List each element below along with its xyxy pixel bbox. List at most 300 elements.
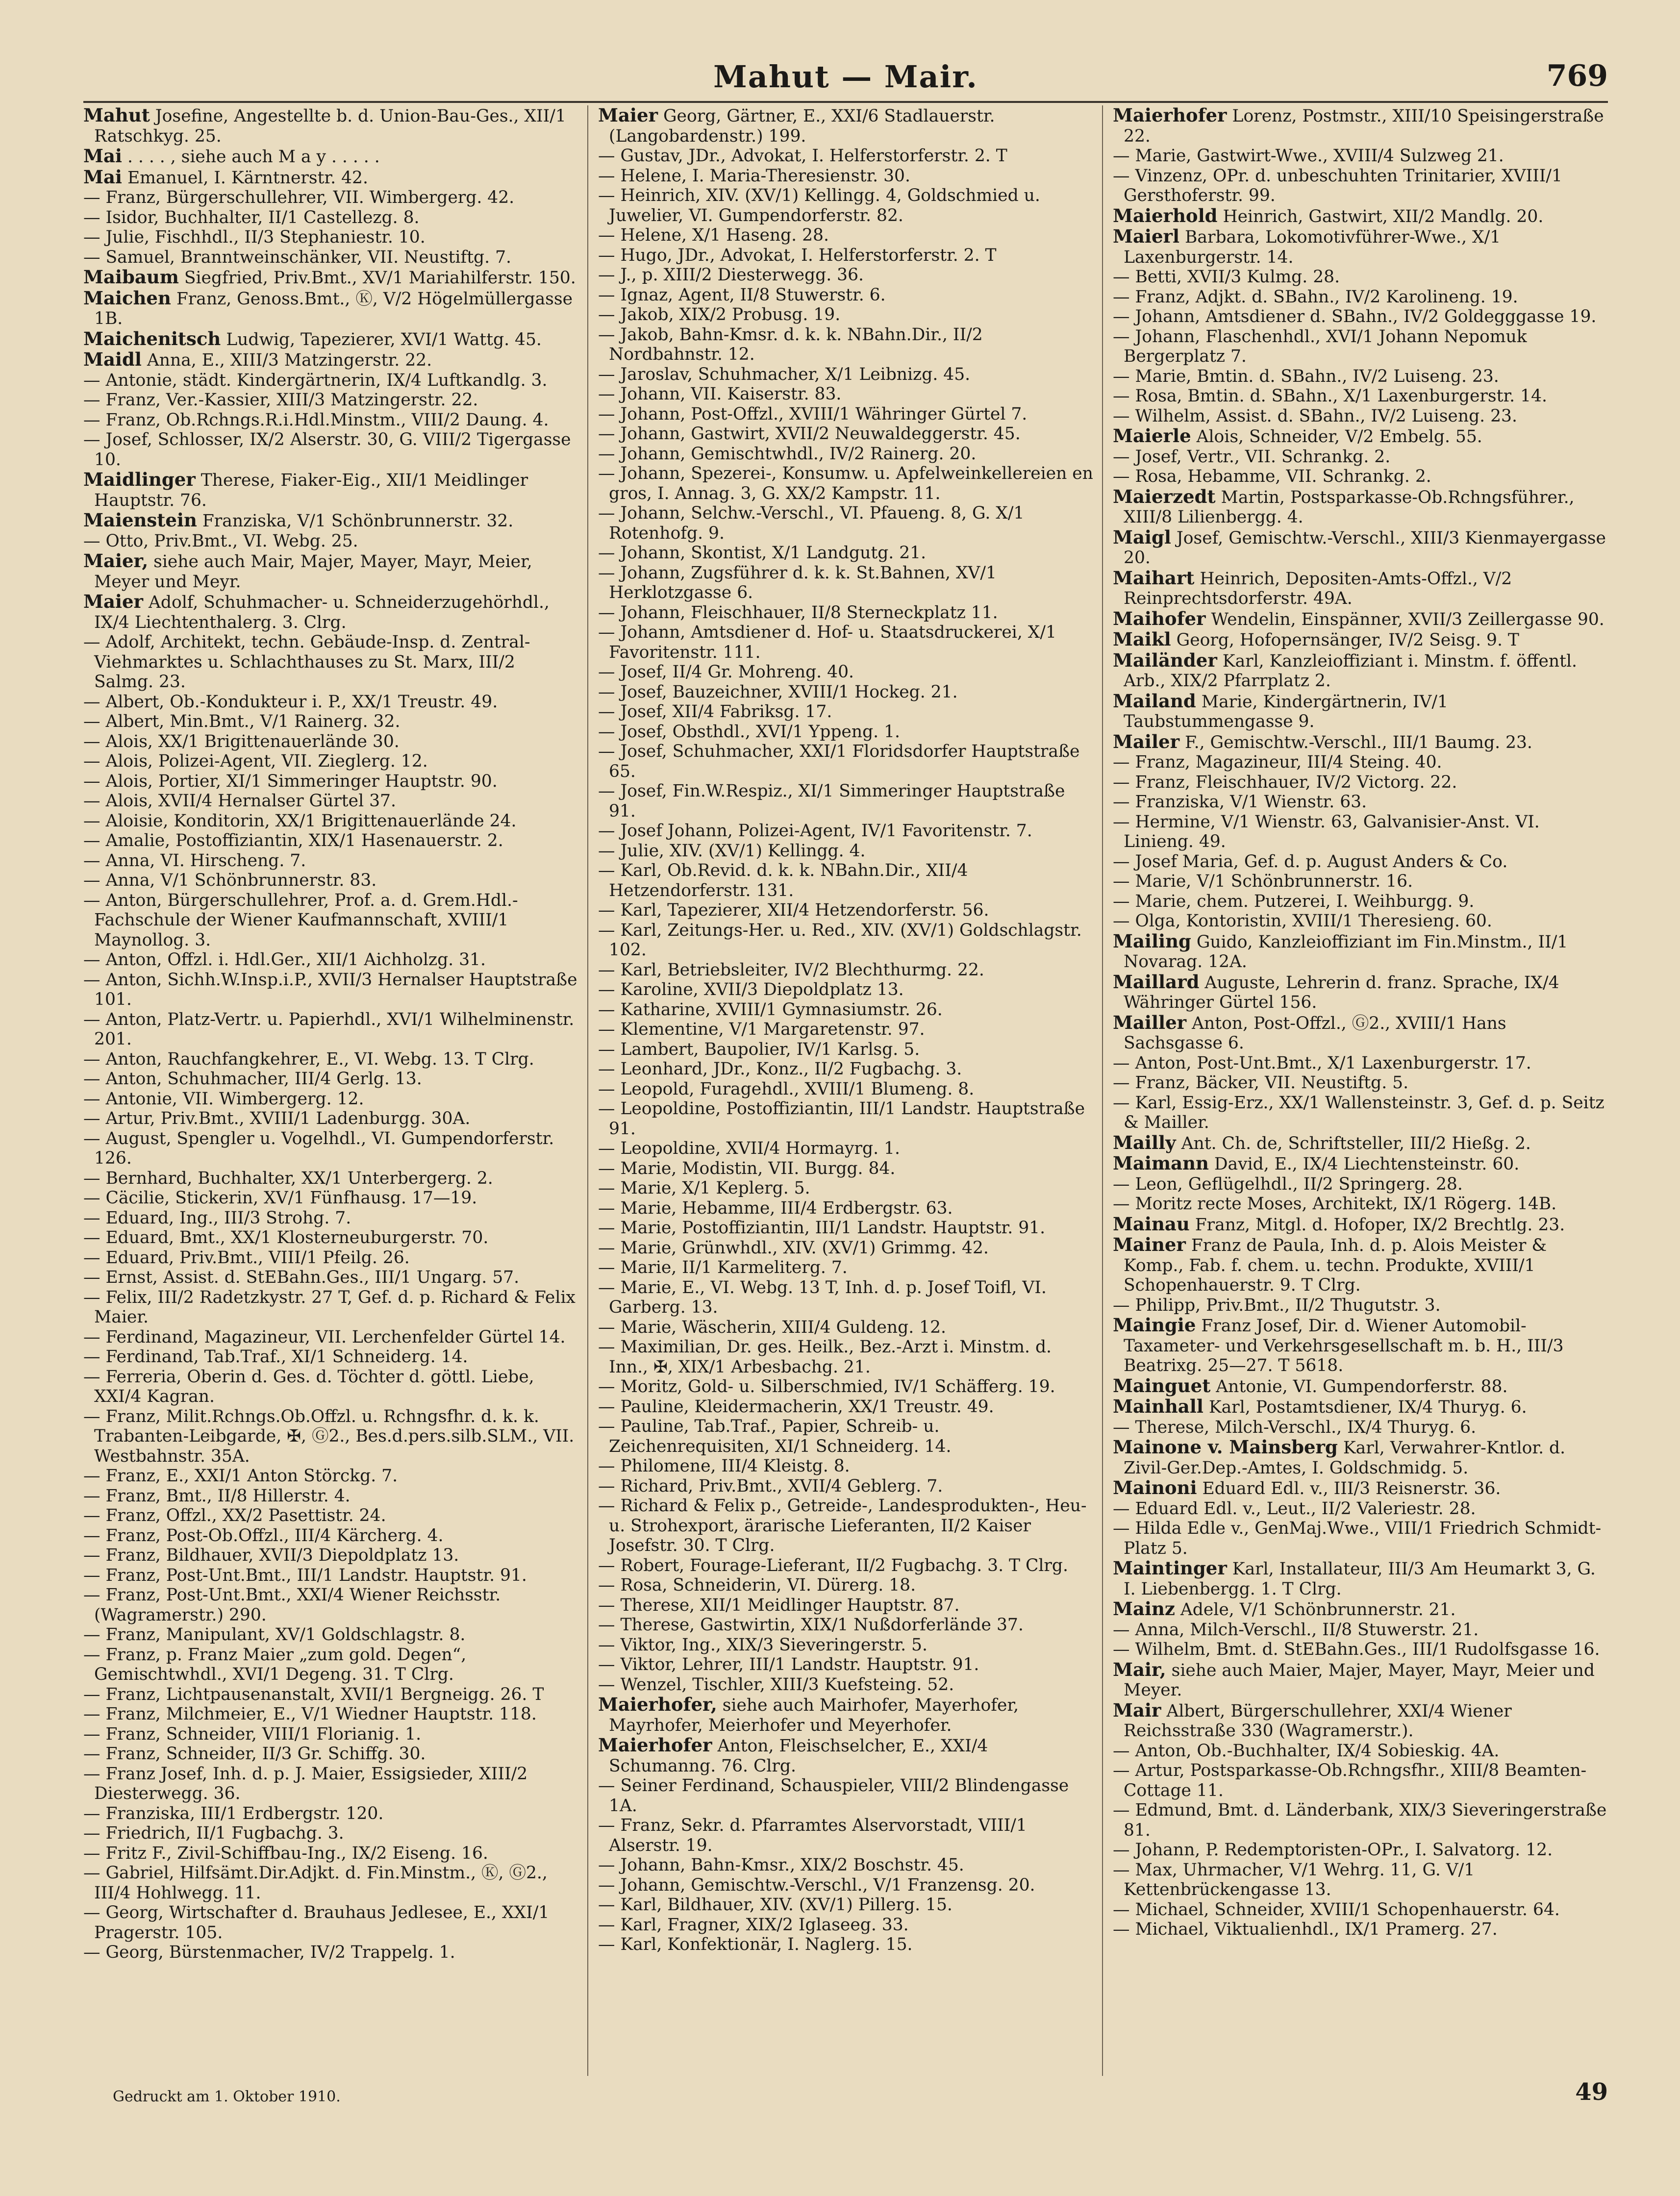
directory-entry [598, 1079, 1093, 1099]
entry-headword: Maimann [1113, 1152, 1209, 1174]
entry-text: — Franz, Schneider, VIII/1 Florianig. 1. [83, 1724, 422, 1744]
directory-entry [598, 225, 1093, 246]
entry-text: — Franz, Bmt., II/8 Hillerstr. 4. [83, 1486, 351, 1506]
directory-entry [83, 1327, 578, 1348]
entry-text: Lorenz, Postmstr., XIII/10 Speisingerstraße 22. [1124, 106, 1604, 146]
directory-entry [1113, 1920, 1608, 1940]
entry-text: — Richard & Felix p., Getreide-, Landesprodukten-, Heu- u. Strohexport, ärarische Lieferanten, II/2 Kaiser Josefstr. 30. T Clrg. [598, 1496, 1087, 1555]
entry-text: — Franz, Manipulant, XV/1 Goldschlagstr. 8. [83, 1625, 466, 1645]
entry-text: — Ernst, Assist. d. StEBahn.Ges., III/1 Ungarg. 57. [83, 1268, 520, 1287]
directory-entry [598, 921, 1093, 960]
directory-entry [598, 1556, 1093, 1576]
entry-text: — Artur, Postsparkasse-Ob.Rchngsfhr., XIII/8 Beamten-Cottage 11. [1113, 1761, 1587, 1800]
directory-entry [83, 950, 578, 970]
entry-text: — Albert, Ob.-Kondukteur i. P., XX/1 Treustr. 49. [83, 692, 498, 712]
entry-text: — Marie, X/1 Keplerg. 5. [598, 1178, 810, 1198]
entry-text: — Anton, Sichh.W.Insp.i.P., XVII/3 Hernalser Hauptstraße 101. [83, 970, 577, 1009]
directory-entry [83, 329, 578, 350]
directory-entry [83, 632, 578, 692]
entry-headword: Maidlinger [83, 469, 196, 490]
entry-headword: Maigl [1113, 526, 1171, 548]
entry-columns [83, 105, 1608, 2076]
entry-text: — Robert, Fourage-Lieferant, II/2 Fugbachg. 3. T Clrg. [598, 1555, 1068, 1575]
entry-headword: Maierhofer [1113, 105, 1227, 126]
entry-text: — Franz Josef, Inh. d. p. J. Maier, Essigsieder, XIII/2 Diesterwegg. 36. [83, 1764, 528, 1803]
entry-text: — Johann, Zugsführer d. k. k. St.Bahnen, XV/1 Herklotzgasse 6. [598, 563, 997, 602]
directory-entry [1113, 568, 1608, 609]
entry-text: — Georg, Bürstenmacher, IV/2 Trappelg. 1. [83, 1943, 455, 1962]
directory-entry [83, 410, 578, 430]
entry-text: — Heinrich, XIV. (XV/1) Kellingg. 4, Goldschmied u. Juwelier, VI. Gumpendorferstr. 82. [598, 186, 1040, 225]
entry-text: — Josef Johann, Polizei-Agent, IV/1 Favoritenstr. 7. [598, 821, 1032, 841]
entry-text: Auguste, Lehrerin d. franz. Sprache, IX/4 Währinger Gürtel 156. [1124, 973, 1559, 1012]
directory-entry [83, 1844, 578, 1864]
entry-headword: Maihofer [1113, 607, 1206, 629]
directory-entry [1113, 629, 1608, 650]
directory-entry [83, 167, 578, 188]
directory-entry [83, 208, 578, 228]
entry-text: — Karl, Betriebsleiter, IV/2 Blechthurmg. 22. [598, 960, 984, 980]
directory-entry [1113, 406, 1608, 426]
directory-entry [83, 105, 578, 146]
print-date: Gedruckt am 1. Oktober 1910. [113, 2088, 341, 2105]
directory-entry [598, 781, 1093, 821]
entry-text: — Franz, Sekr. d. Pfarramtes Alservorstadt, VIII/1 Alserstr. 19. [598, 1816, 1027, 1855]
directory-entry [598, 1675, 1093, 1695]
directory-entry [598, 1059, 1093, 1079]
entry-text: — Anna, Milch-Verschl., II/8 Stuwerstr. 21. [1113, 1620, 1479, 1640]
entry-text: — Antonie, VII. Wimbergerg. 12. [83, 1089, 364, 1109]
directory-entry [598, 1635, 1093, 1655]
directory-entry [1113, 1418, 1608, 1438]
directory-entry [1113, 1900, 1608, 1920]
entry-headword: Maierl [1113, 225, 1180, 247]
directory-entry [598, 1496, 1093, 1556]
directory-entry [83, 1069, 578, 1089]
directory-entry [1113, 226, 1608, 267]
entry-text: — Johann, P. Redemptoristen-OPr., I. Salvatorg. 12. [1113, 1840, 1553, 1860]
entry-text: — Johann, Skontist, X/1 Landgutg. 21. [598, 543, 927, 563]
entry-text: — Aloisie, Konditorin, XX/1 Brigittenauerlände 24. [83, 811, 517, 831]
directory-entry [83, 970, 578, 1010]
directory-entry [598, 1776, 1093, 1816]
entry-text: — Helene, I. Maria-Theresienstr. 30. [598, 166, 910, 186]
entry-text: — Moritz recte Moses, Architekt, IX/1 Rögerg. 14B. [1113, 1194, 1557, 1214]
entry-text: — Antonie, städt. Kindergärtnerin, IX/4 Luftkandlg. 3. [83, 370, 548, 390]
directory-entry [83, 349, 578, 371]
entry-text: — Karl, Tapezierer, XII/4 Hetzendorferstr. 56. [598, 900, 989, 920]
entry-text: — Julie, Fischhdl., II/3 Stephaniestr. 10. [83, 227, 426, 247]
entry-headword: Maier [598, 105, 658, 126]
entry-text: — Therese, Milch-Verschl., IX/4 Thuryg. 6. [1113, 1417, 1477, 1437]
entry-text: — Franziska, III/1 Erdbergstr. 120. [83, 1803, 384, 1823]
entry-text: — Franz, E., XXI/1 Anton Störckg. 7. [83, 1466, 398, 1486]
directory-entry [598, 1695, 1093, 1735]
directory-entry [1113, 1800, 1608, 1840]
entry-text: — Franz, Bürgerschullehrer, VII. Wimbergerg. 42. [83, 188, 515, 207]
entry-text: Siegfried, Priv.Bmt., XV/1 Mariahilferstr. 150. [178, 268, 576, 288]
directory-entry [1113, 105, 1608, 146]
directory-entry [83, 712, 578, 732]
entry-text: — Katharine, XVIII/1 Gymnasiumstr. 26. [598, 999, 943, 1020]
directory-entry [83, 1704, 578, 1724]
directory-entry [598, 1099, 1093, 1139]
entry-text: — Marie, Grünwhdl., XIV. (XV/1) Grimmg. 42. [598, 1238, 989, 1258]
entry-text: — Josef, Vertr., VII. Schrankg. 2. [1113, 447, 1391, 467]
directory-entry [1113, 792, 1608, 812]
directory-entry [598, 1735, 1093, 1776]
directory-entry [83, 732, 578, 752]
directory-entry [598, 1655, 1093, 1675]
entry-text: — Anton, Platz-Vertr. u. Papierhdl., XVI/1 Wilhelminenstr. 201. [83, 1009, 575, 1049]
entry-text: — Johann, Selchw.-Verschl., VI. Pfaueng. 8, G. X/1 Rotenhofg. 9. [598, 503, 1025, 543]
entry-text: — Johann, Gemischtwhdl., IV/2 Rainerg. 20. [598, 444, 977, 464]
entry-text: — Leon, Geflügelhdl., II/2 Springerg. 28. [1113, 1174, 1463, 1194]
directory-entry [598, 186, 1093, 225]
entry-text: — Marie, Modistin, VII. Burgg. 84. [598, 1158, 896, 1178]
entry-text: Karl, Verwahrer-Kntlor. d. Zivil-Ger.Dep.-Amtes, I. Goldschmidg. 5. [1124, 1438, 1566, 1478]
entry-headword: Maierzedt [1113, 485, 1216, 507]
entry-text: — Franz, Adjkt. d. SBahn., IV/2 Karolineng. 19. [1113, 287, 1518, 307]
directory-entry [1113, 1235, 1608, 1296]
entry-text: — Wilhelm, Assist. d. SBahn., IV/2 Luiseng. 23. [1113, 406, 1517, 426]
directory-entry [83, 1208, 578, 1228]
entry-text: siehe auch Maier, Majer, Mayer, Mayr, Meier und Meyer. [1124, 1660, 1595, 1700]
directory-entry [598, 1377, 1093, 1397]
entry-text: — Johann, Gemischtw.-Verschl., V/1 Franzensg. 20. [598, 1875, 1035, 1895]
directory-entry [598, 1020, 1093, 1040]
entry-text: — Jaroslav, Schuhmacher, X/1 Leibnizg. 45. [598, 364, 971, 384]
directory-entry [83, 1625, 578, 1645]
entry-text: — Josef Maria, Gef. d. p. August Anders & Co. [1113, 851, 1508, 872]
directory-entry [83, 1228, 578, 1248]
entry-text: — Alois, XX/1 Brigittenauerlände 30. [83, 731, 400, 751]
entry-text: — Philipp, Priv.Bmt., II/2 Thugutstr. 3. [1113, 1295, 1441, 1315]
directory-entry [83, 1744, 578, 1764]
directory-entry [1113, 972, 1608, 1013]
entry-headword: Maillard [1113, 971, 1200, 993]
entry-headword: Mailand [1113, 690, 1196, 712]
directory-entry [598, 105, 1093, 146]
directory-entry [598, 1218, 1093, 1238]
directory-entry [1113, 752, 1608, 773]
directory-entry [83, 430, 578, 470]
entry-text: — Franz, Ver.-Kassier, XIII/3 Matzingerstr. 22. [83, 390, 478, 410]
directory-entry [83, 1367, 578, 1407]
entry-text: — Franz, p. Franz Maier „zum gold. Degen“, Gemischtwhdl., XVI/1 Degeng. 31. T Clrg. [83, 1645, 467, 1684]
column-2 [598, 105, 1093, 2076]
entry-text: Karl, Postamtsdiener, IX/4 Thuryg. 6. [1203, 1397, 1527, 1417]
entry-text: — Hilda Edle v., GenMaj.Wwe., VIII/1 Friedrich Schmidt-Platz 5. [1113, 1519, 1602, 1558]
entry-text: Barbara, Lokomotivführer-Wwe., X/1 Laxenburgerstr. 14. [1124, 227, 1501, 267]
page-title: Mahut — Mair. [713, 59, 978, 95]
directory-entry [598, 1397, 1093, 1417]
directory-entry [83, 267, 578, 288]
entry-headword: Mainau [1113, 1213, 1190, 1235]
directory-entry [598, 900, 1093, 921]
directory-entry [83, 1526, 578, 1546]
entry-text: — Max, Uhrmacher, V/1 Wehrg. 11, G. V/1 Kettenbrückengasse 13. [1113, 1860, 1475, 1899]
entry-text: Therese, Fiaker-Eig., XII/1 Meidlinger Hauptstr. 76. [94, 471, 528, 510]
directory-entry [83, 751, 578, 772]
entry-text: Heinrich, Depositen-Amts-Offzl., V/2 Reinprechtsdorferstr. 49A. [1124, 569, 1512, 608]
entry-text: — Moritz, Gold- u. Silberschmied, IV/1 Schäfferg. 19. [598, 1377, 1055, 1397]
entry-text: Wendelin, Einspänner, XVII/3 Zeillergasse 90. [1205, 609, 1605, 629]
directory-entry [598, 1198, 1093, 1219]
directory-entry [83, 1089, 578, 1109]
entry-text: — Maximilian, Dr. ges. Heilk., Bez.-Arzt i. Minstm. d. Inn., ✠, XIX/1 Arbesbachg. 21. [598, 1337, 1052, 1377]
entry-headword: Mainer [1113, 1234, 1186, 1255]
entry-text: Karl, Installateur, III/3 Am Heumarkt 3, G. I. Liebenbergg. 1. T Clrg. [1124, 1559, 1596, 1599]
directory-entry [598, 1615, 1093, 1635]
entry-text: — Johann, Bahn-Kmsr., XIX/2 Boschstr. 45. [598, 1855, 964, 1875]
entry-headword: Maier [83, 591, 144, 612]
entry-text: — Eduard, Priv.Bmt., VIII/1 Pfeilg. 26. [83, 1248, 410, 1268]
entry-headword: Mainz [1113, 1598, 1175, 1620]
entry-text: — Marie, E., VI. Webg. 13 T, Inh. d. p. Josef Toifl, VI. Garberg. 13. [598, 1277, 1047, 1317]
entry-text: — Eduard, Ing., III/3 Strohg. 7. [83, 1208, 351, 1228]
entry-headword: Mainguet [1113, 1374, 1211, 1397]
entry-text: — Marie, Postoffiziantin, III/1 Landstr. Hauptstr. 91. [598, 1218, 1046, 1238]
entry-headword: Mailing [1113, 930, 1191, 952]
entry-text: — Anton, Post-Unt.Bmt., X/1 Laxenburgerstr. 17. [1113, 1053, 1531, 1073]
entry-text: Antonie, VI. Gumpendorferstr. 88. [1210, 1376, 1508, 1397]
directory-entry [1113, 1073, 1608, 1093]
page-footer [83, 2078, 1608, 2127]
directory-entry [83, 1049, 578, 1070]
directory-entry [598, 1575, 1093, 1596]
entry-text: — Hugo, JDr., Advokat, I. Helferstorferstr. 2. T [598, 245, 997, 265]
entry-text: Guido, Kanzleioffiziant im Fin.Minstm., II/1 Novarag. 12A. [1124, 932, 1568, 972]
directory-entry [598, 1915, 1093, 1935]
entry-text: — Anton, Schuhmacher, III/4 Gerlg. 13. [83, 1069, 422, 1089]
directory-entry [598, 861, 1093, 900]
entry-headword: Maichenitsch [83, 327, 221, 349]
column-divider [587, 105, 588, 2076]
entry-text: — Alois, Portier, XI/1 Simmeringer Hauptstr. 90. [83, 771, 498, 791]
directory-entry [83, 248, 578, 268]
directory-entry [1113, 267, 1608, 287]
entry-text: — Marie, V/1 Schönbrunnerstr. 16. [1113, 872, 1413, 891]
entry-text: — Eduard, Bmt., XX/1 Klosterneuburgerstr. 70. [83, 1228, 489, 1248]
directory-entry [1113, 206, 1608, 227]
entry-text: — Philomene, III/4 Kleistg. 8. [598, 1456, 850, 1476]
entry-text: — Anton, Offzl. i. Hdl.Ger., XII/1 Aichholzg. 31. [83, 950, 486, 970]
directory-entry [1113, 1376, 1608, 1397]
entry-headword: Mailänder [1113, 649, 1217, 671]
entry-text: — Leopoldine, Postoffiziantin, III/1 Landstr. Hauptstraße 91. [598, 1099, 1085, 1139]
directory-entry [1113, 1558, 1608, 1599]
directory-entry [83, 1546, 578, 1566]
directory-entry [83, 510, 578, 531]
entry-text: — Julie, XIV. (XV/1) Kellingg. 4. [598, 841, 866, 861]
entry-text: — Leopoldine, XVII/4 Hormayrg. 1. [598, 1139, 900, 1158]
entry-text: — Therese, XII/1 Meidlinger Hauptstr. 87. [598, 1595, 960, 1615]
entry-text: — Wenzel, Tischler, XIII/3 Kuefsteing. 52. [598, 1674, 954, 1695]
entry-text: — Eduard Edl. v., Leut., II/2 Valeriestr. 28. [1113, 1498, 1476, 1519]
entry-text: — Ferreria, Oberin d. Ges. d. Töchter d. göttl. Liebe, XXI/4 Kagran. [83, 1367, 534, 1406]
entry-text: — Marie, Bmtin. d. SBahn., IV/2 Luiseng. 23. [1113, 366, 1499, 386]
directory-entry [598, 623, 1093, 662]
entry-text: — Franz, Ob.Rchngs.R.i.Hdl.Minstm., VIII/2 Daung. 4. [83, 410, 549, 430]
entry-text: — Ferdinand, Magazineur, VII. Lerchenfelder Gürtel 14. [83, 1327, 566, 1347]
entry-text: — Felix, III/2 Radetzkystr. 27 T, Gef. d. p. Richard & Felix Maier. [83, 1287, 576, 1327]
entry-text: — Johann, Amtsdiener d. Hof- u. Staatsdruckerei, X/1 Favoritenstr. 111. [598, 623, 1056, 662]
entry-text: Adolf, Schuhmacher- u. Schneiderzugehörhdl., IX/4 Liechtenthalerg. 3. Clrg. [94, 593, 550, 632]
entry-text: — Vinzenz, OPr. d. unbeschuhten Trinitarier, XVIII/1 Gersthoferstr. 99. [1113, 166, 1562, 205]
entry-text: — Josef, Bauzeichner, XVIII/1 Hockeg. 21. [598, 682, 958, 702]
entry-text: — Leonhard, JDr., Konz., II/2 Fugbachg. 3. [598, 1059, 962, 1079]
directory-entry [1113, 1700, 1608, 1741]
directory-entry [83, 1347, 578, 1367]
directory-entry [598, 563, 1093, 603]
directory-entry [1113, 732, 1608, 753]
entry-text: — Jakob, XIX/2 Probusg. 19. [598, 305, 841, 324]
entry-text: Emanuel, I. Kärntnerstr. 42. [122, 168, 368, 188]
entry-headword: Mahut [83, 105, 150, 126]
directory-entry [83, 146, 578, 167]
entry-text: Georg, Hofopernsänger, IV/2 Seisg. 9. T [1171, 630, 1519, 650]
directory-entry [1113, 426, 1608, 447]
entry-text: — Georg, Wirtschafter d. Brauhaus Jedlesee, E., XXI/1 Pragerstr. 105. [83, 1903, 550, 1943]
entry-headword: Maierhofer [598, 1734, 712, 1756]
entry-text: — Karl, Ob.Revid. d. k. k. NBahn.Dir., XII/4 Hetzendorferstr. 131. [598, 861, 968, 900]
directory-entry [598, 841, 1093, 861]
entry-text: — Karl, Fragner, XIX/2 Iglaseeg. 33. [598, 1915, 909, 1935]
directory-entry [598, 1040, 1093, 1060]
entry-text: — Marie, II/1 Karmeliterg. 7. [598, 1258, 848, 1277]
directory-entry [1113, 386, 1608, 406]
entry-text: — Richard, Priv.Bmt., XVII/4 Geblerg. 7. [598, 1476, 943, 1496]
entry-text: — Rosa, Bmtin. d. SBahn., X/1 Laxenburgerstr. 14. [1113, 386, 1547, 406]
entry-text: — J., p. XIII/2 Diesterwegg. 36. [598, 265, 864, 285]
entry-text: — Karl, Zeitungs-Her. u. Red., XIV. (XV/1) Goldschlagstr. 102. [598, 920, 1082, 960]
directory-entry [1113, 1214, 1608, 1235]
directory-entry [598, 1000, 1093, 1020]
directory-entry [83, 871, 578, 891]
entry-text: — Johann, Amtsdiener d. SBahn., IV/2 Goldegggasse 19. [1113, 307, 1597, 326]
entry-text: — Hermine, V/1 Wienstr. 63, Galvanisier-Anst. VI. Linieng. 49. [1113, 812, 1540, 851]
directory-entry [598, 1875, 1093, 1896]
directory-entry [83, 1863, 578, 1903]
directory-entry [598, 464, 1093, 503]
directory-entry [1113, 1315, 1608, 1376]
directory-entry [1113, 1013, 1608, 1053]
directory-entry [83, 470, 578, 510]
entry-text: — Leopold, Furagehdl., XVIII/1 Blumeng. 8. [598, 1079, 975, 1099]
directory-entry [598, 742, 1093, 781]
directory-entry [598, 146, 1093, 166]
directory-entry [83, 1188, 578, 1208]
entry-text: — Helene, X/1 Haseng. 28. [598, 225, 829, 245]
directory-entry [83, 1764, 578, 1804]
directory-entry [83, 1804, 578, 1824]
entry-text: — Johann, Gastwirt, XVII/2 Neuwaldeggerstr. 45. [598, 424, 1021, 444]
entry-text: — Bernhard, Buchhalter, XX/1 Unterbergerg. 2. [83, 1168, 493, 1188]
directory-entry [598, 1895, 1093, 1915]
entry-headword: Maichen [83, 287, 171, 309]
directory-entry [1113, 1174, 1608, 1195]
entry-text: — Pauline, Kleidermacherin, XX/1 Treustr. 49. [598, 1397, 994, 1417]
directory-entry [598, 1596, 1093, 1616]
directory-entry [598, 285, 1093, 305]
directory-entry [598, 444, 1093, 464]
signature-mark: 49 [1575, 2078, 1608, 2106]
directory-entry [598, 1139, 1093, 1159]
directory-entry [1113, 1397, 1608, 1418]
directory-entry [598, 384, 1093, 404]
directory-entry [598, 1456, 1093, 1476]
entry-text: — Franz, Post-Unt.Bmt., XXI/4 Wiener Reichsstr. (Wagramerstr.) 290. [83, 1585, 501, 1625]
entry-text: Alois, Schneider, V/2 Embelg. 55. [1191, 427, 1482, 447]
directory-entry [83, 1169, 578, 1189]
entry-text: — August, Spengler u. Vogelhdl., VI. Gumpendorferstr. 126. [83, 1128, 554, 1168]
directory-entry [598, 1476, 1093, 1497]
entry-headword: Mair [1113, 1699, 1161, 1721]
directory-entry [598, 305, 1093, 325]
directory-entry [598, 821, 1093, 841]
directory-entry [83, 891, 578, 950]
directory-entry [598, 702, 1093, 722]
entry-text: — Marie, chem. Putzerei, I. Weihburgg. 9. [1113, 891, 1475, 911]
entry-headword: Maikl [1113, 628, 1171, 650]
directory-entry [83, 1585, 578, 1625]
entry-text: — Adolf, Architekt, techn. Gebäude-Insp. d. Zentral-Viehmarktes u. Schlachthauses zu St. Marx, III/2 Salmg. 23. [83, 632, 530, 692]
directory-entry [83, 592, 578, 632]
entry-text: — Karl, Konfektionär, I. Naglerg. 15. [598, 1935, 913, 1954]
directory-entry [598, 1337, 1093, 1377]
directory-entry [1113, 1499, 1608, 1519]
entry-text: — Rosa, Schneiderin, VI. Dürerg. 18. [598, 1575, 916, 1595]
directory-entry [1113, 812, 1608, 852]
entry-text: — Albert, Min.Bmt., V/1 Rainerg. 32. [83, 712, 401, 731]
entry-text: Franz, Mitgl. d. Hofoper, IX/2 Brechtlg. 23. [1189, 1215, 1565, 1235]
entry-text: Karl, Kanzleioffiziant i. Minstm. f. öffentl. Arb., XIX/2 Pfarrplatz 2. [1124, 651, 1577, 691]
entry-headword: Maintinger [1113, 1557, 1227, 1579]
directory-entry [1113, 911, 1608, 931]
directory-entry [83, 1566, 578, 1586]
directory-entry [83, 371, 578, 391]
directory-entry [83, 1010, 578, 1049]
directory-entry [1113, 650, 1608, 691]
entry-text: — Karl, Bildhauer, XIV. (XV/1) Pillerg. 15. [598, 1895, 953, 1915]
directory-entry [83, 831, 578, 851]
entry-text: Franz, Genoss.Bmt., Ⓚ, V/2 Högelmüllergasse 1B. [94, 289, 573, 328]
directory-entry [1113, 773, 1608, 793]
entry-text: Martin, Postsparkasse-Ob.Rchngsführer., XIII/8 Lilienbergg. 4. [1124, 487, 1575, 527]
entry-text: — Rosa, Hebamme, VII. Schrankg. 2. [1113, 467, 1431, 486]
entry-text: Georg, Gärtner, E., XXI/6 Stadlauerstr. (Langobardenstr.) 199. [609, 106, 995, 146]
directory-entry [83, 1109, 578, 1129]
entry-text: — Marie, Hebamme, III/4 Erdbergstr. 63. [598, 1198, 953, 1218]
directory-entry [1113, 609, 1608, 630]
entry-text: — Gabriel, Hilfsämt.Dir.Adjkt. d. Fin.Minstm., Ⓚ, Ⓖ2., III/4 Hohlwegg. 11. [83, 1863, 548, 1903]
directory-entry [1113, 166, 1608, 206]
entry-text: Marie, Kindergärtnerin, IV/1 Taubstummengasse 9. [1124, 692, 1448, 731]
directory-entry [83, 1486, 578, 1506]
entry-text: Anna, E., XIII/3 Matzingerstr. 22. [141, 350, 432, 370]
entry-text: Josefine, Angestellte b. d. Union-Bau-Ges., XII/1 Ratschkyg. 25. [94, 106, 566, 146]
entry-text: — Edmund, Bmt. d. Länderbank, XIX/3 Sieveringerstraße 81. [1113, 1800, 1607, 1840]
entry-text: — Gustav, JDr., Advokat, I. Helferstorferstr. 2. T [598, 146, 1007, 166]
directory-entry [598, 682, 1093, 702]
entry-text: Ludwig, Tapezierer, XVI/1 Wattg. 45. [221, 329, 542, 349]
directory-entry [598, 960, 1093, 980]
directory-entry [83, 1288, 578, 1327]
directory-entry [1113, 852, 1608, 872]
directory-entry [1113, 307, 1608, 327]
directory-entry [1113, 931, 1608, 972]
